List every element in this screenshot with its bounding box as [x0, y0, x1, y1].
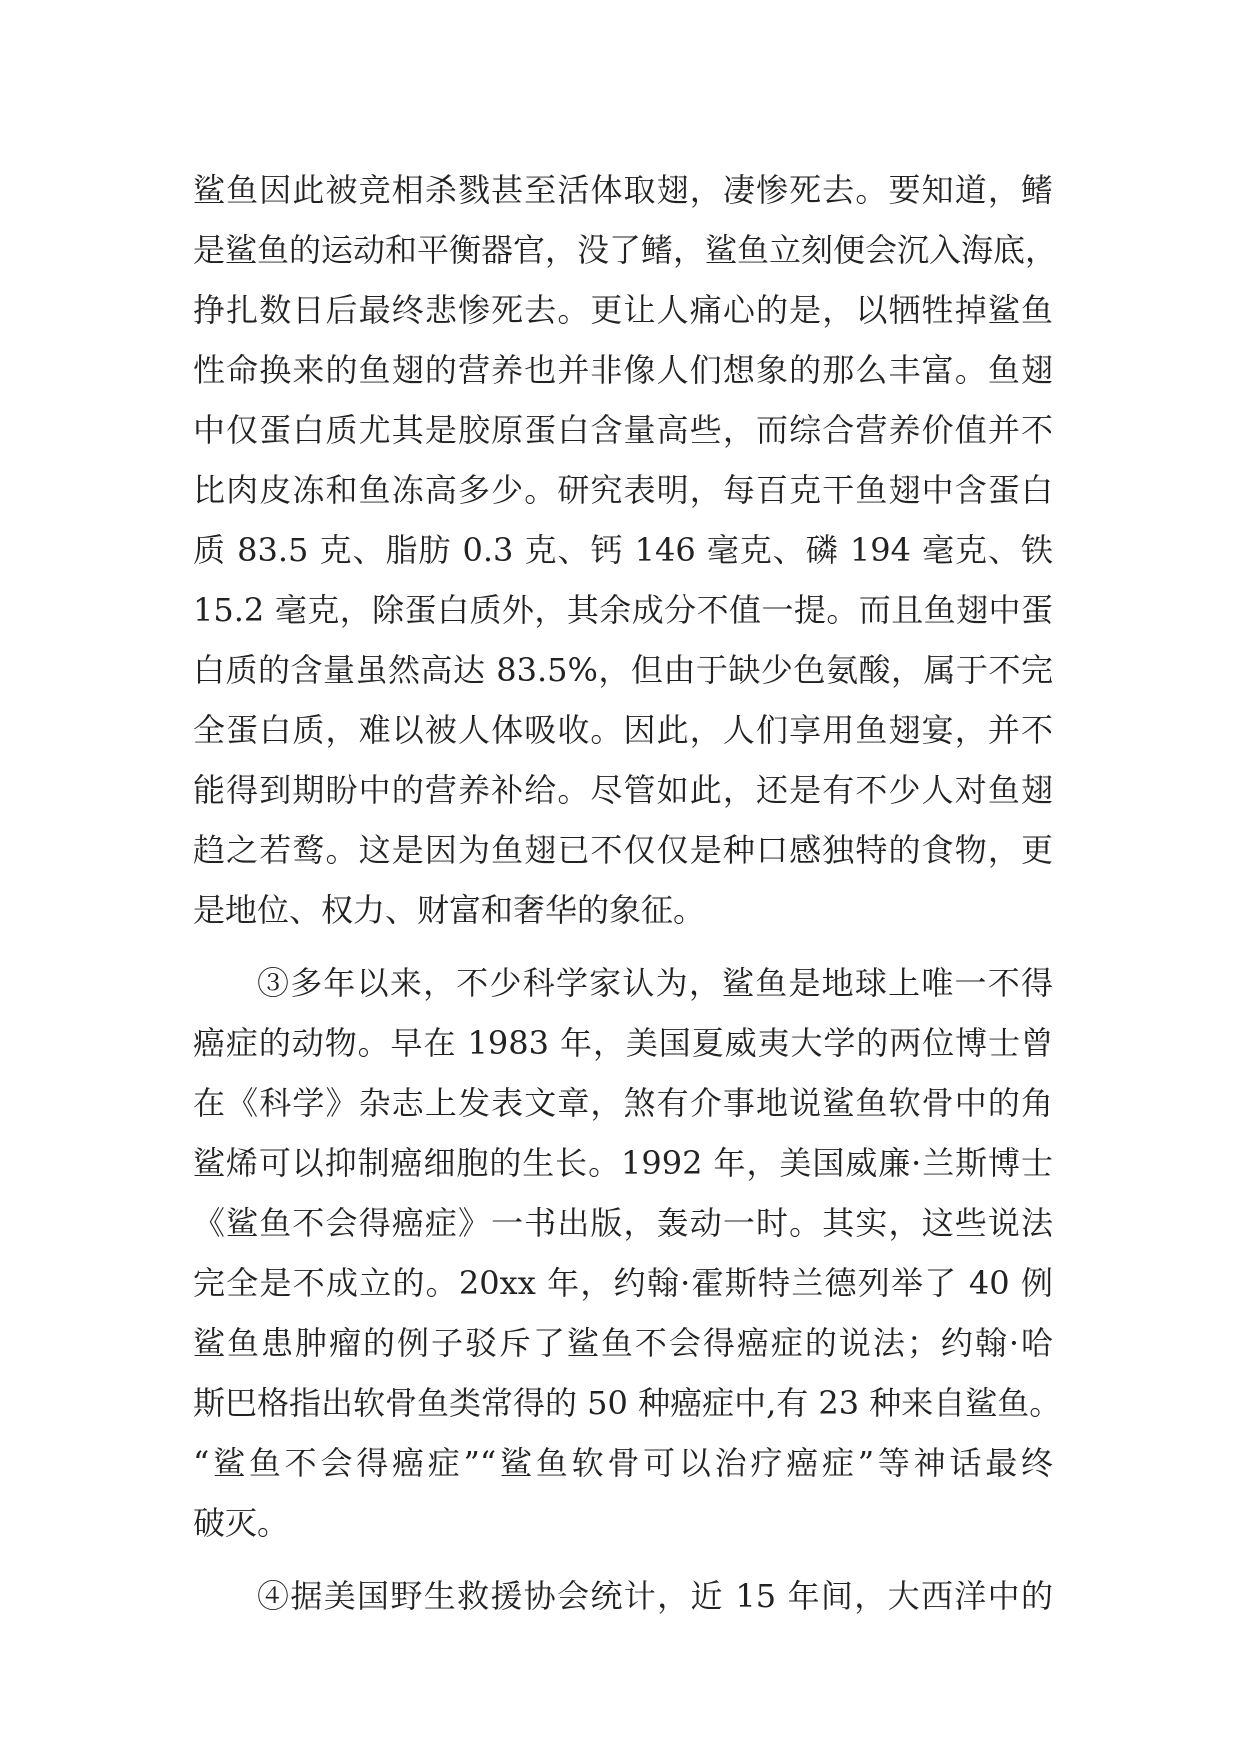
text-line: 鲨鱼因此被竞相杀戮甚至活体取翅，凄惨死去。要知道，鳍: [193, 171, 1053, 209]
text-line: 质 83.5 克、脂肪 0.3 克、钙 146 毫克、磷 194 毫克、铁: [193, 531, 1053, 569]
text-line: 全蛋白质，难以被人体吸收。因此，人们享用鱼翅宴，并不: [193, 711, 1053, 749]
paragraph-3: [193, 953, 1062, 1553]
paragraph-gap: [193, 940, 1053, 953]
text-line: ③多年以来，不少科学家认为，鲨鱼是地球上唯一不得: [257, 964, 1053, 1002]
text-line: 在《科学》杂志上发表文章，煞有介事地说鲨鱼软骨中的角: [193, 1084, 1053, 1122]
text-line: 趋之若鹜。这是因为鱼翅已不仅仅是种口感独特的食物，更: [193, 831, 1053, 869]
text-line: 癌症的动物。早在 1983 年，美国夏威夷大学的两位博士曾: [193, 1024, 1053, 1062]
text-line: 中仅蛋白质尤其是胶原蛋白含量高些，而综合营养价值并不: [193, 411, 1053, 449]
text-line: ④据美国野生救援协会统计，近 15 年间，大西洋中的: [257, 1577, 1053, 1615]
text-line: 15.2 毫克，除蛋白质外，其余成分不值一提。而且鱼翅中蛋: [193, 591, 1053, 629]
text-line: 鲨烯可以抑制癌细胞的生长。1992 年，美国威廉·兰斯博士: [193, 1144, 1053, 1182]
text-line: 性命换来的鱼翅的营养也并非像人们想象的那么丰富。鱼翅: [193, 351, 1053, 389]
text-line: 完全是不成立的。20xx 年，约翰·霍斯特兰德列举了 40 例: [193, 1264, 1053, 1302]
paragraph-gap: [193, 1553, 1053, 1566]
text-line: 挣扎数日后最终悲惨死去。更让人痛心的是，以牺牲掉鲨鱼: [193, 291, 1053, 329]
paragraph-continued: [193, 160, 1058, 940]
text-line: 能得到期盼中的营养补给。尽管如此，还是有不少人对鱼翅: [193, 771, 1053, 809]
document-body: [193, 160, 1062, 1626]
text-line: 斯巴格指出软骨鱼类常得的 50 种癌症中,有 23 种来自鲨鱼。: [193, 1384, 1062, 1422]
text-line: 白质的含量虽然高达 83.5%，但由于缺少色氨酸，属于不完: [193, 651, 1053, 689]
text-line: “鲨鱼不会得癌症”“鲨鱼软骨可以治疗癌症”等神话最终: [193, 1444, 1053, 1482]
text-line: 比肉皮冻和鱼冻高多少。研究表明，每百克干鱼翅中含蛋白: [193, 471, 1053, 509]
text-line: 是鲨鱼的运动和平衡器官，没了鳍，鲨鱼立刻便会沉入海底，: [193, 231, 1058, 269]
paragraph-4: [193, 1566, 1053, 1626]
text-line: 鲨鱼患肿瘤的例子驳斥了鲨鱼不会得癌症的说法；约翰·哈: [193, 1324, 1053, 1362]
text-line: 《鲨鱼不会得癌症》一书出版，轰动一时。其实，这些说法: [193, 1204, 1053, 1242]
text-line: 是地位、权力、财富和奢华的象征。: [193, 891, 706, 929]
text-line: 破灭。: [193, 1504, 290, 1542]
